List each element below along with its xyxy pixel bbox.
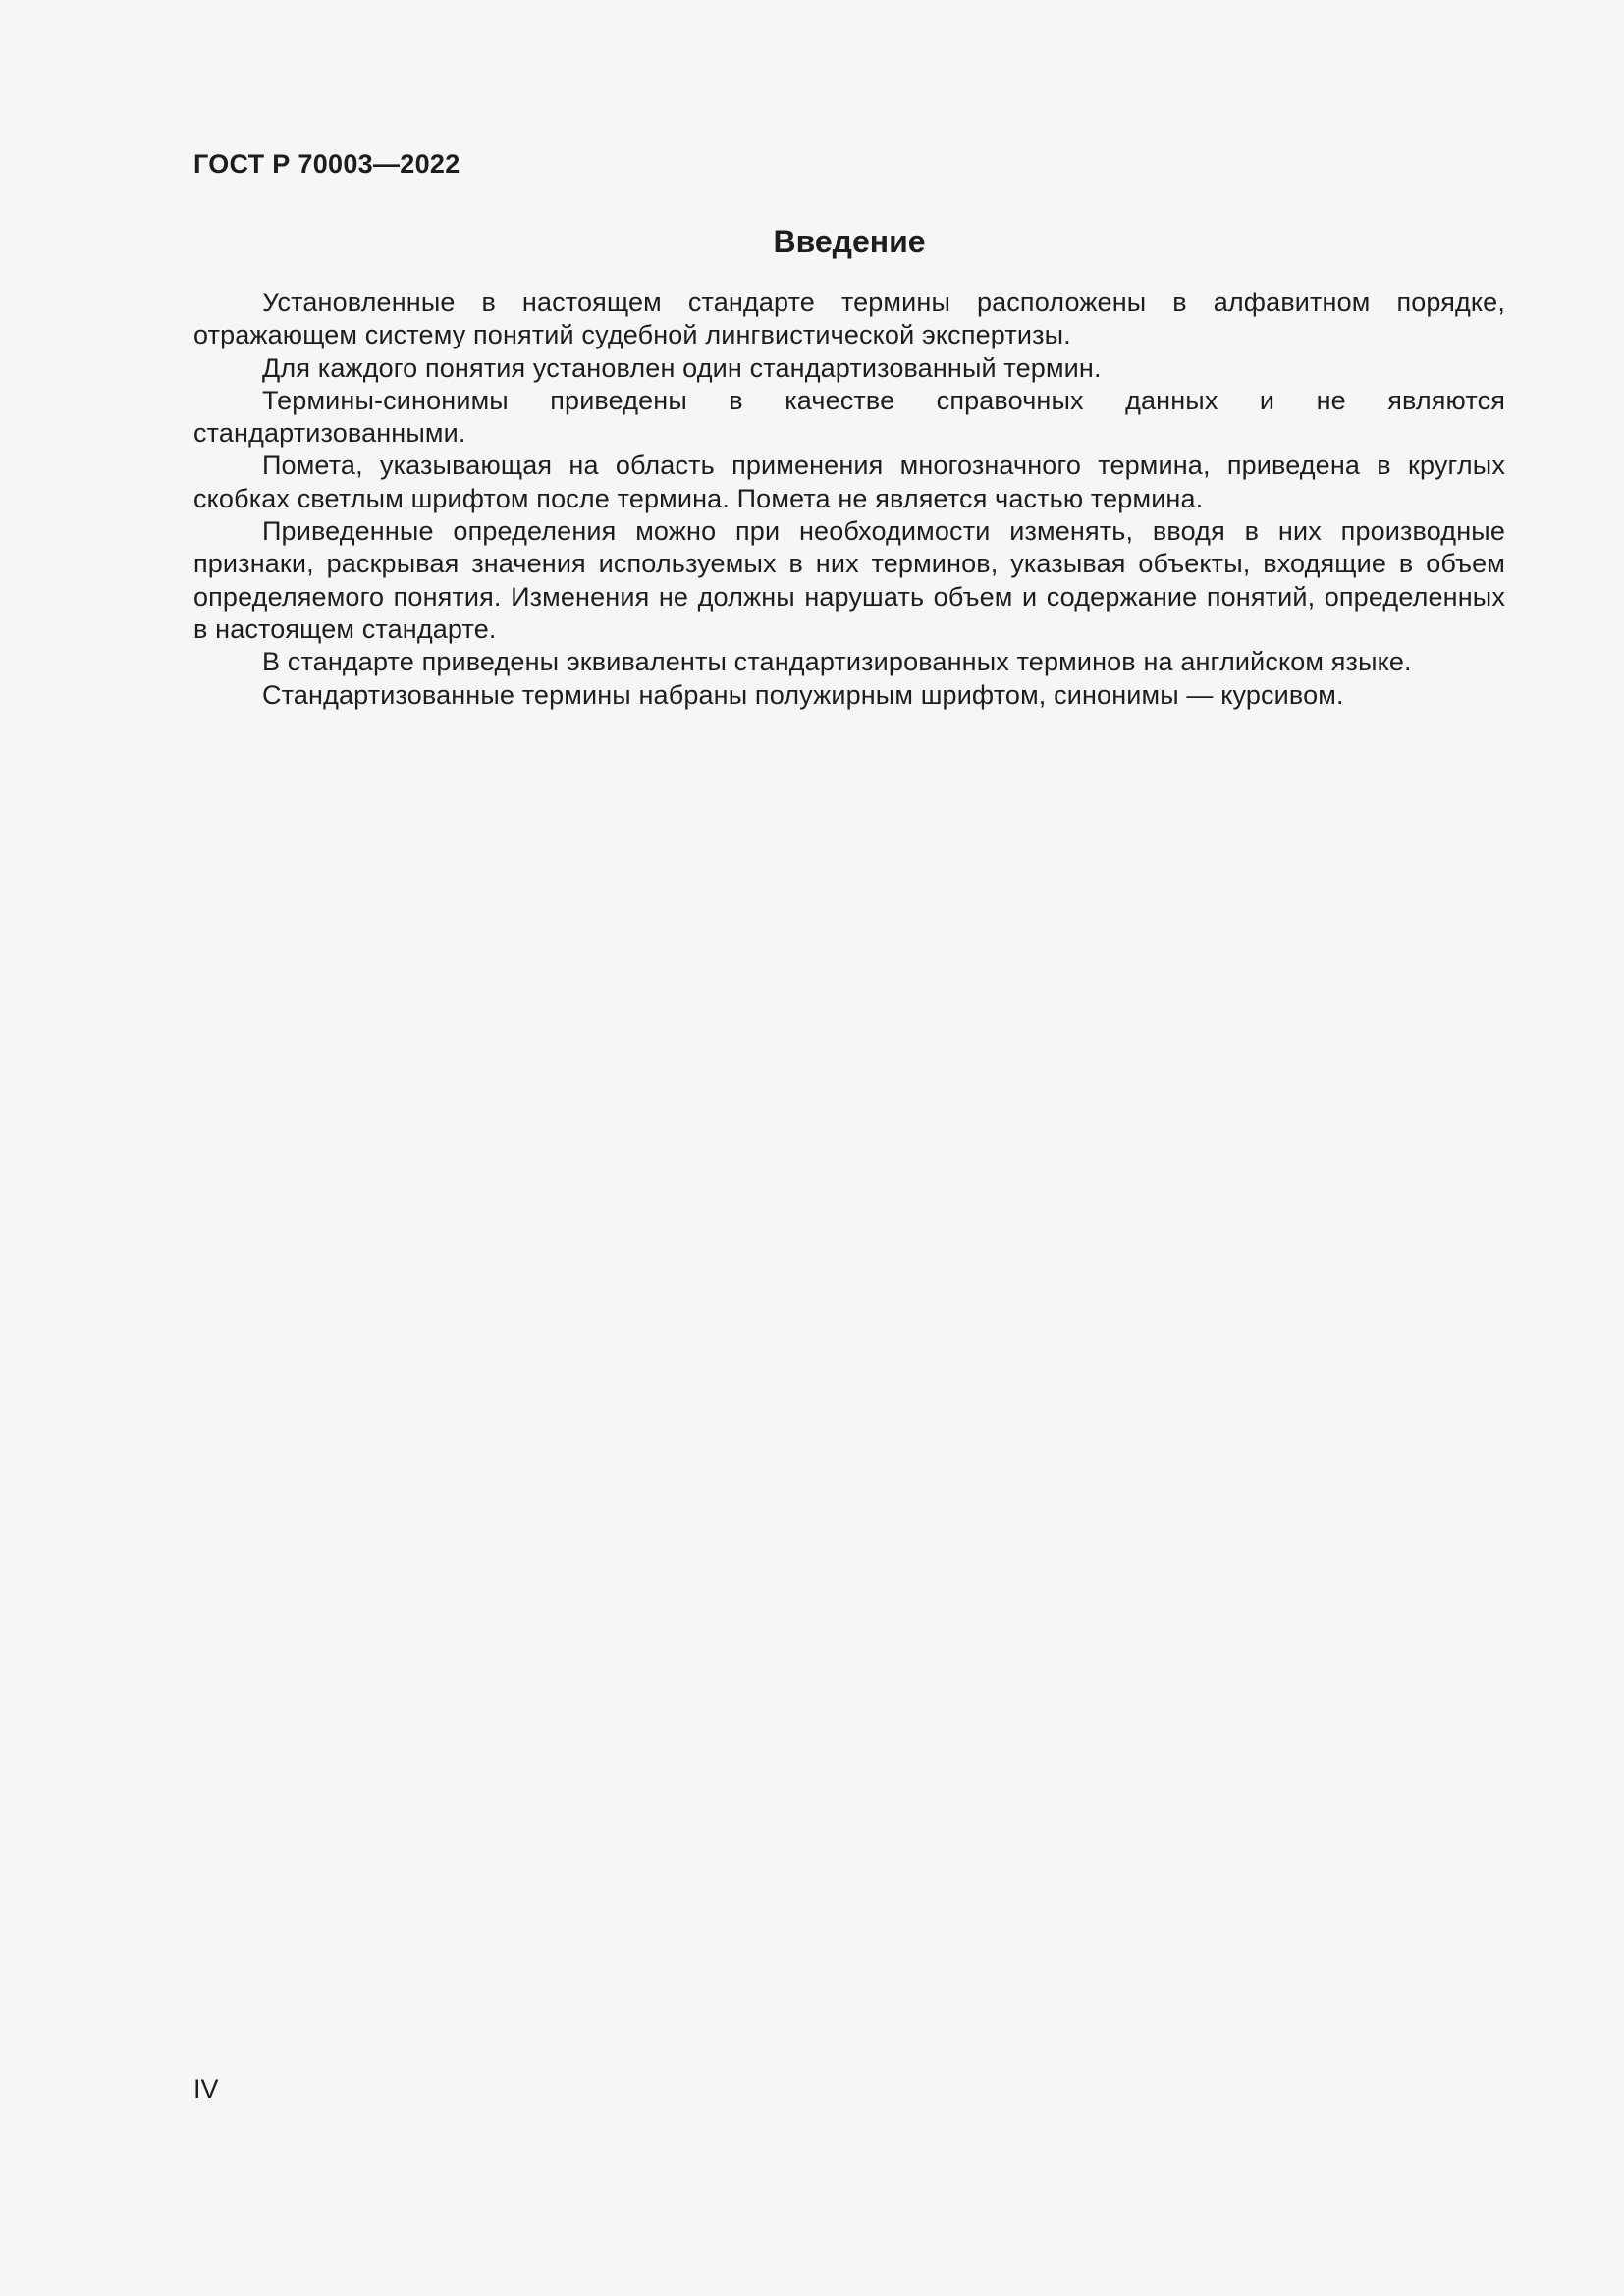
page-number: IV	[193, 2074, 219, 2104]
document-code-header: ГОСТ Р 70003—2022	[193, 149, 460, 179]
paragraph-6: В стандарте приведены эквиваленты стандартизированных терминов на английском языке.	[262, 647, 1412, 677]
paragraph-3: Термины-синонимы приведены в качестве справочных данных и не являются стандартизованными.	[193, 385, 1505, 449]
paragraph-5: Приведенные определения можно при необходимости изменять, вводя в них производные признаки, раскрывая значения используемых в них терминов, указывая объекты, входящие в объем определяемого понятия. Изменения не должны нарушать объем и содержание понятий, определенных в настоящем стандарте.	[193, 516, 1505, 644]
paragraph-7: Стандартизованные термины набраны полужирным шрифтом, синонимы — курсивом.	[262, 679, 1344, 710]
section-title: Введение	[773, 224, 926, 259]
introduction-body	[193, 287, 1505, 712]
paragraph-4: Помета, указывающая на область применения многозначного термина, приведена в круглых скобках светлым шрифтом после термина. Помета не является частью термина.	[193, 451, 1505, 513]
paragraph-1: Установленные в настоящем стандарте термины расположены в алфавитном порядке, отражающем систему понятий судебной лингвистической экспертизы.	[193, 288, 1505, 350]
paragraph-2: Для каждого понятия установлен один стандартизованный термин.	[262, 352, 1102, 383]
